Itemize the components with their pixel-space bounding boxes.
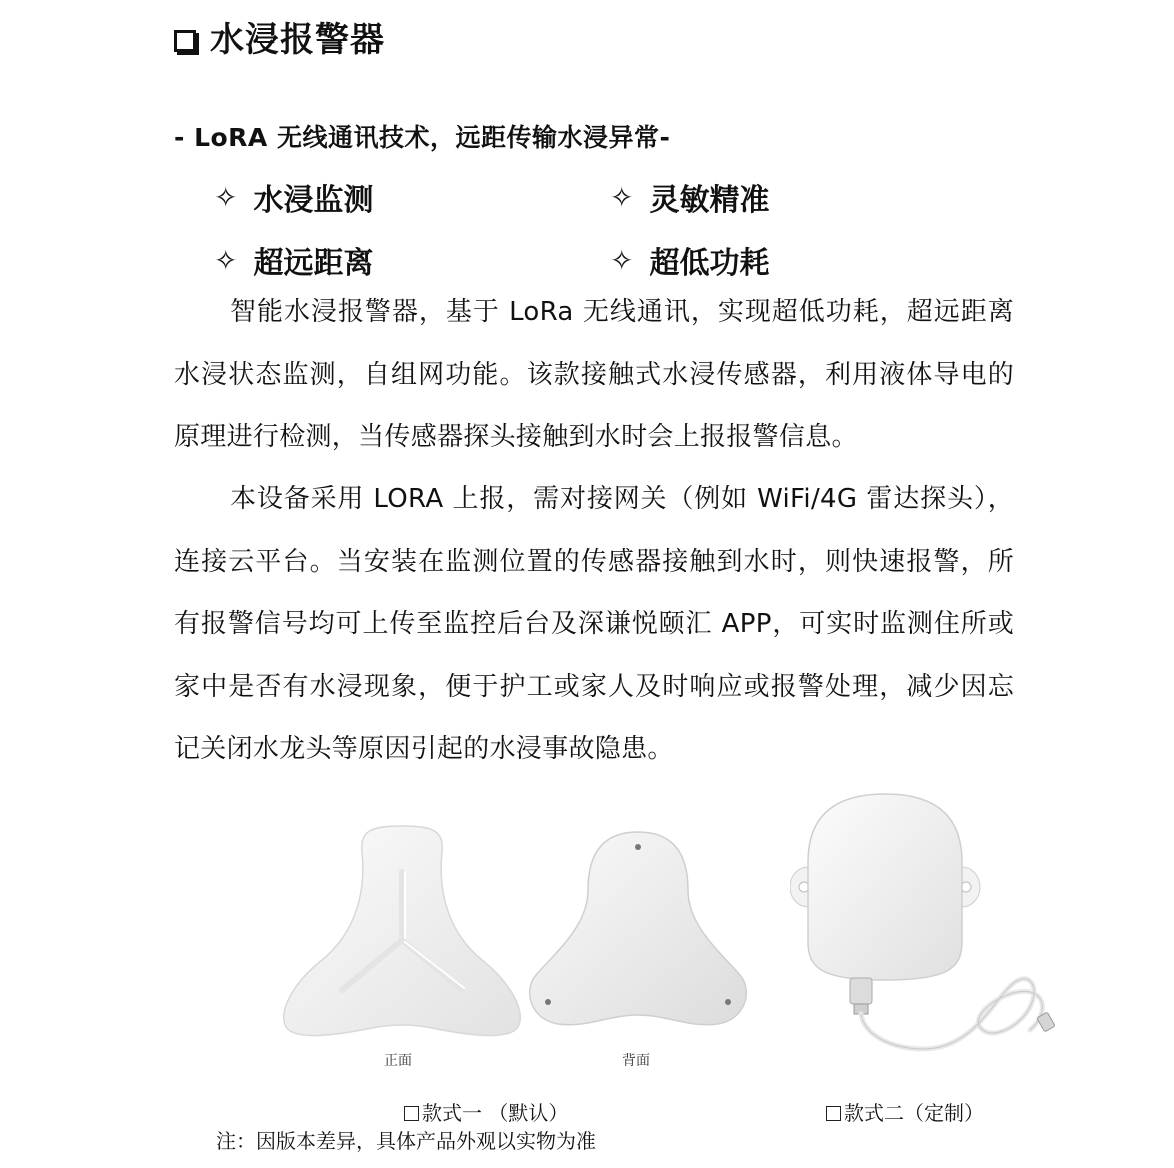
page-title-text: 水浸报警器 xyxy=(210,20,385,60)
front-view-label: 正面 xyxy=(384,1053,412,1069)
feature-label: 水浸监测 xyxy=(253,183,374,218)
four-point-star-icon: ✧ xyxy=(214,243,238,277)
model1-caption: 款式一 （默认） xyxy=(404,1097,568,1126)
feature-label: 灵敏精准 xyxy=(649,183,770,218)
footnote: 注：因版本差异，具体产品外观以实物为准 xyxy=(216,1129,596,1153)
sensor-back-image xyxy=(528,830,748,1030)
square-bullet-icon xyxy=(174,30,196,52)
feature-label: 超低功耗 xyxy=(649,246,770,281)
sensor-model2-image xyxy=(790,792,1060,1062)
checkbox-square-icon xyxy=(826,1106,841,1121)
feature-label: 超远距离 xyxy=(253,246,374,281)
back-view-label: 背面 xyxy=(622,1053,650,1069)
page-title xyxy=(174,12,385,61)
feature-item xyxy=(214,175,373,219)
feature-item xyxy=(610,175,769,219)
feature-item xyxy=(610,238,769,282)
checkbox-square-icon xyxy=(404,1106,419,1121)
description-paragraph-1: 智能水浸报警器，基于 LoRa 无线通讯，实现超低功耗，超远距离水浸状态监测，自组网功能。该款接触式水浸传感器，利用液体导电的原理进行检测，当传感器探头接触到水时会上报报警信息。 xyxy=(174,297,1014,452)
sensor-front-image xyxy=(282,822,522,1044)
four-point-star-icon: ✧ xyxy=(214,180,238,214)
model2-caption: 款式二（定制） xyxy=(826,1097,984,1126)
subtitle: - LoRA 无线通讯技术，远距传输水浸异常- xyxy=(174,123,671,152)
feature-item xyxy=(214,238,373,282)
four-point-star-icon: ✧ xyxy=(610,180,634,214)
description-paragraph-2: 本设备采用 LORA 上报，需对接网关（例如 WiFi/4G 雷达探头），连接云平台。当安装在监测位置的传感器接触到水时，则快速报警，所有报警信号均可上传至监控后台及深谦悦颐汇 APP，可实时监测住所或家中是否有水浸现象，便于护工或家人及时响应或报警处理，减少因忘记关闭水龙头等原因引起的水浸事故隐患。 xyxy=(174,484,1014,764)
four-point-star-icon: ✧ xyxy=(610,243,634,277)
